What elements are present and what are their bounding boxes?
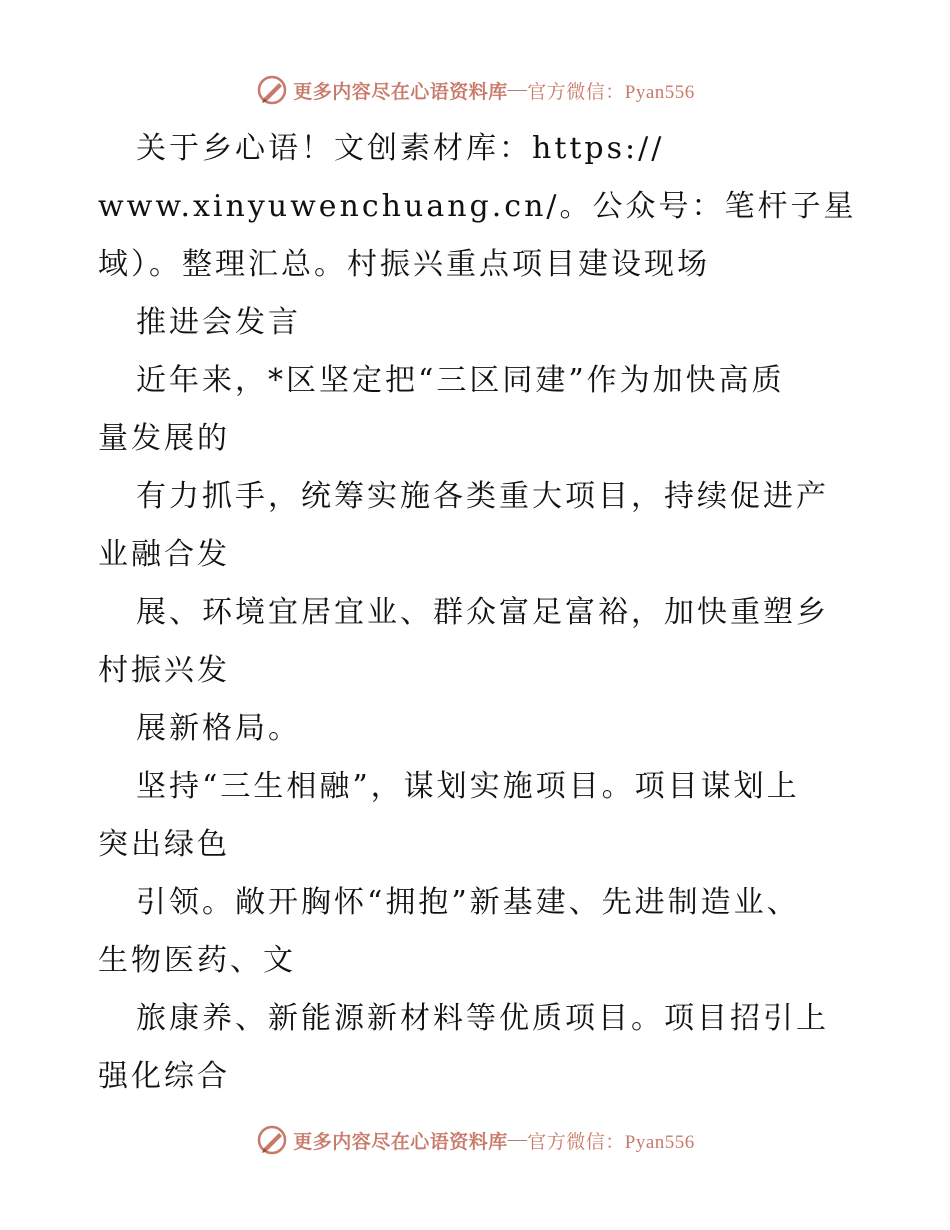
pen-circle-logo-icon: [255, 73, 289, 107]
banner-dash: —: [507, 1129, 528, 1150]
document-line: 村振兴发: [98, 653, 230, 688]
document-line: 坚持“三生相融”，谋划实施项目。项目谋划上: [136, 769, 800, 804]
document-line: 业融合发: [98, 537, 230, 572]
document-line: 关于乡心语！文创素材库：https://: [136, 131, 665, 166]
pen-circle-logo-icon: [255, 1123, 289, 1157]
document-line: 推进会发言: [136, 305, 301, 340]
banner-brand-text: 更多内容尽在心语资料库: [293, 1131, 508, 1153]
document-line: 有力抓手，统筹实施各类重大项目，持续促进产: [136, 479, 829, 514]
banner-dash: —: [507, 79, 528, 100]
footer-banner: [0, 1120, 950, 1160]
document-line: 强化综合: [98, 1059, 230, 1094]
document-line: 引领。敞开胸怀“拥抱”新基建、先进制造业、: [136, 885, 800, 920]
document-line: www.xinyuwenchuang.cn/。公众号：笔杆子星: [98, 189, 857, 224]
banner-wechat-text: 官方微信：Pyan556: [527, 1131, 695, 1153]
document-line: 展新格局。: [136, 711, 301, 746]
document-line: 突出绿色: [98, 827, 230, 862]
document-line: 生物医药、文: [98, 943, 296, 978]
document-line: 域）。整理汇总。村振兴重点项目建设现场: [98, 247, 710, 282]
document-line: 旅康养、新能源新材料等优质项目。项目招引上: [136, 1001, 829, 1036]
document-body: [98, 120, 858, 1106]
header-banner: [0, 70, 950, 110]
banner-wechat-text: 官方微信：Pyan556: [527, 81, 695, 103]
banner-brand-text: 更多内容尽在心语资料库: [293, 81, 508, 103]
document-line: 近年来，*区坚定把“三区同建”作为加快高质: [136, 363, 785, 398]
document-line: 展、环境宜居宜业、群众富足富裕，加快重塑乡: [136, 595, 829, 630]
document-line: 量发展的: [98, 421, 230, 456]
